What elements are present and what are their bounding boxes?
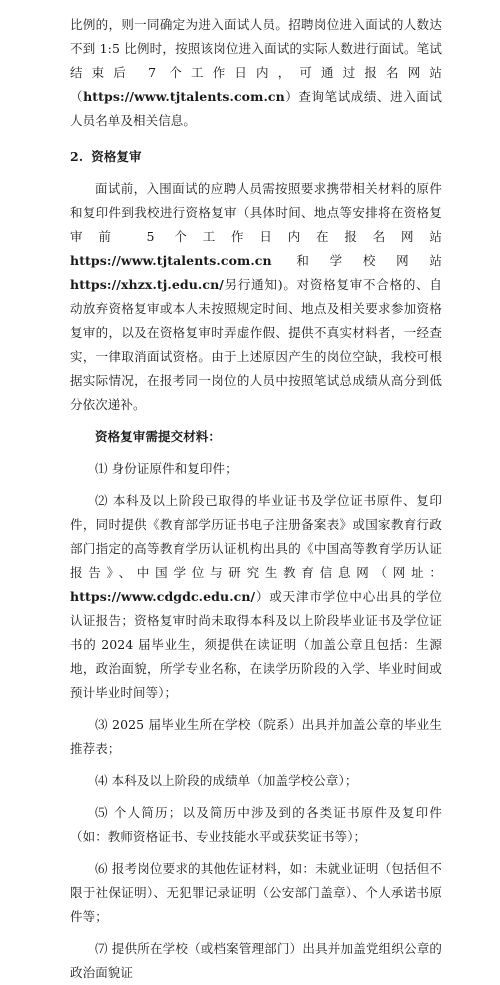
review-text-c: 另行通知)。对资格复审不合格的、自动放弃资格复审或本人未按照规定时间、地点及相关要求参加资格复审的，以及在资格复审时弄虚作假、提供不真实材料者，一经查实，一律取消面试资格。由于上述原因产生的岗位空缺，我校可根据实际情况，在报考同一岗位的人员中按照笔试总成绩从高分到低分依次递补。: [70, 277, 442, 412]
intro-paragraph: [70, 13, 442, 133]
review-text-b: 和学校网站: [271, 253, 442, 268]
material-item-5: ⑸ 个人简历；以及简历中涉及到的各类证书原件及复印件（如：教师资格证书、专业技能水平或获奖证书等）；: [70, 805, 442, 844]
material-item-7: ⑺ 提供所在学校（或档案管理部门）出具并加盖党组织公章的政治面貌证: [70, 941, 442, 980]
review-paragraph: [70, 177, 442, 417]
section-title: 资格复审: [91, 149, 142, 164]
review-url-b: https://xhzx.tj.edu.cn/: [70, 277, 224, 292]
material-item-6: ⑹ 报考岗位要求的其他佐证材料，如：未就业证明（包括但不限于社保证明）、无犯罪记录证明（公安部门盖章）、个人承诺书原件等；: [70, 861, 442, 924]
review-url-a: https://www.tjtalents.com.cn: [70, 253, 272, 268]
materials-heading: 资格复审需提交材料：: [95, 429, 222, 444]
material-item-2-text-b: ）或天津市学位中心出具的学位认证报告；资格复审时尚未取得本科及以上阶段毕业证书及学位证书的 2024 届毕业生，须提供在读证明（加盖公章且包括：生源地，政治面貌，所学专业名称，在读学历阶段的入学、毕业时间或预计毕业时间等）；: [70, 589, 442, 700]
material-item-4: ⑷ 本科及以上阶段的成绩单（加盖学校公章）；: [95, 773, 358, 788]
material-item-1: ⑴ 身份证原件和复印件；: [95, 461, 238, 476]
cdgdc-url: https://www.cdgdc.edu.cn/: [70, 589, 256, 604]
intro-tail: ）查询笔试成绩、进入面试人员名单及相关信息。: [70, 89, 442, 128]
material-item-2: [70, 489, 442, 705]
review-text-a: 面试前，入围面试的应聘人员需按照要求携带相关材料的原件和复印件到我校进行资格复审（具体时间、地点等安排将在资格复审前 5 个工作日内在报名网站: [70, 181, 442, 244]
section-number: 2.: [70, 149, 84, 164]
section-heading: [70, 145, 442, 169]
intro-text: 比例的，则一同确定为进入面试人员。招聘岗位进入面试的人数达不到 1:5 比例时，按照该岗位进入面试的实际人数进行面试。笔试结束后 7 个工作日内，可通过报名网站（: [70, 17, 442, 104]
material-item-2-text-a: ⑵ 本科及以上阶段已取得的毕业证书及学位证书原件、复印件，同时提供《教育部学历证书电子注册备案表》或国家教育行政部门指定的高等教育学历认证机构出具的《中国高等教育学历认证报告》、中国学位与研究生教育信息网（网址：: [70, 493, 442, 580]
registration-url: https://www.tjtalents.com.cn: [83, 89, 285, 104]
material-item-3: ⑶ 2025 届毕业生所在学校（院系）出具并加盖公章的毕业生推荐表；: [70, 717, 442, 756]
